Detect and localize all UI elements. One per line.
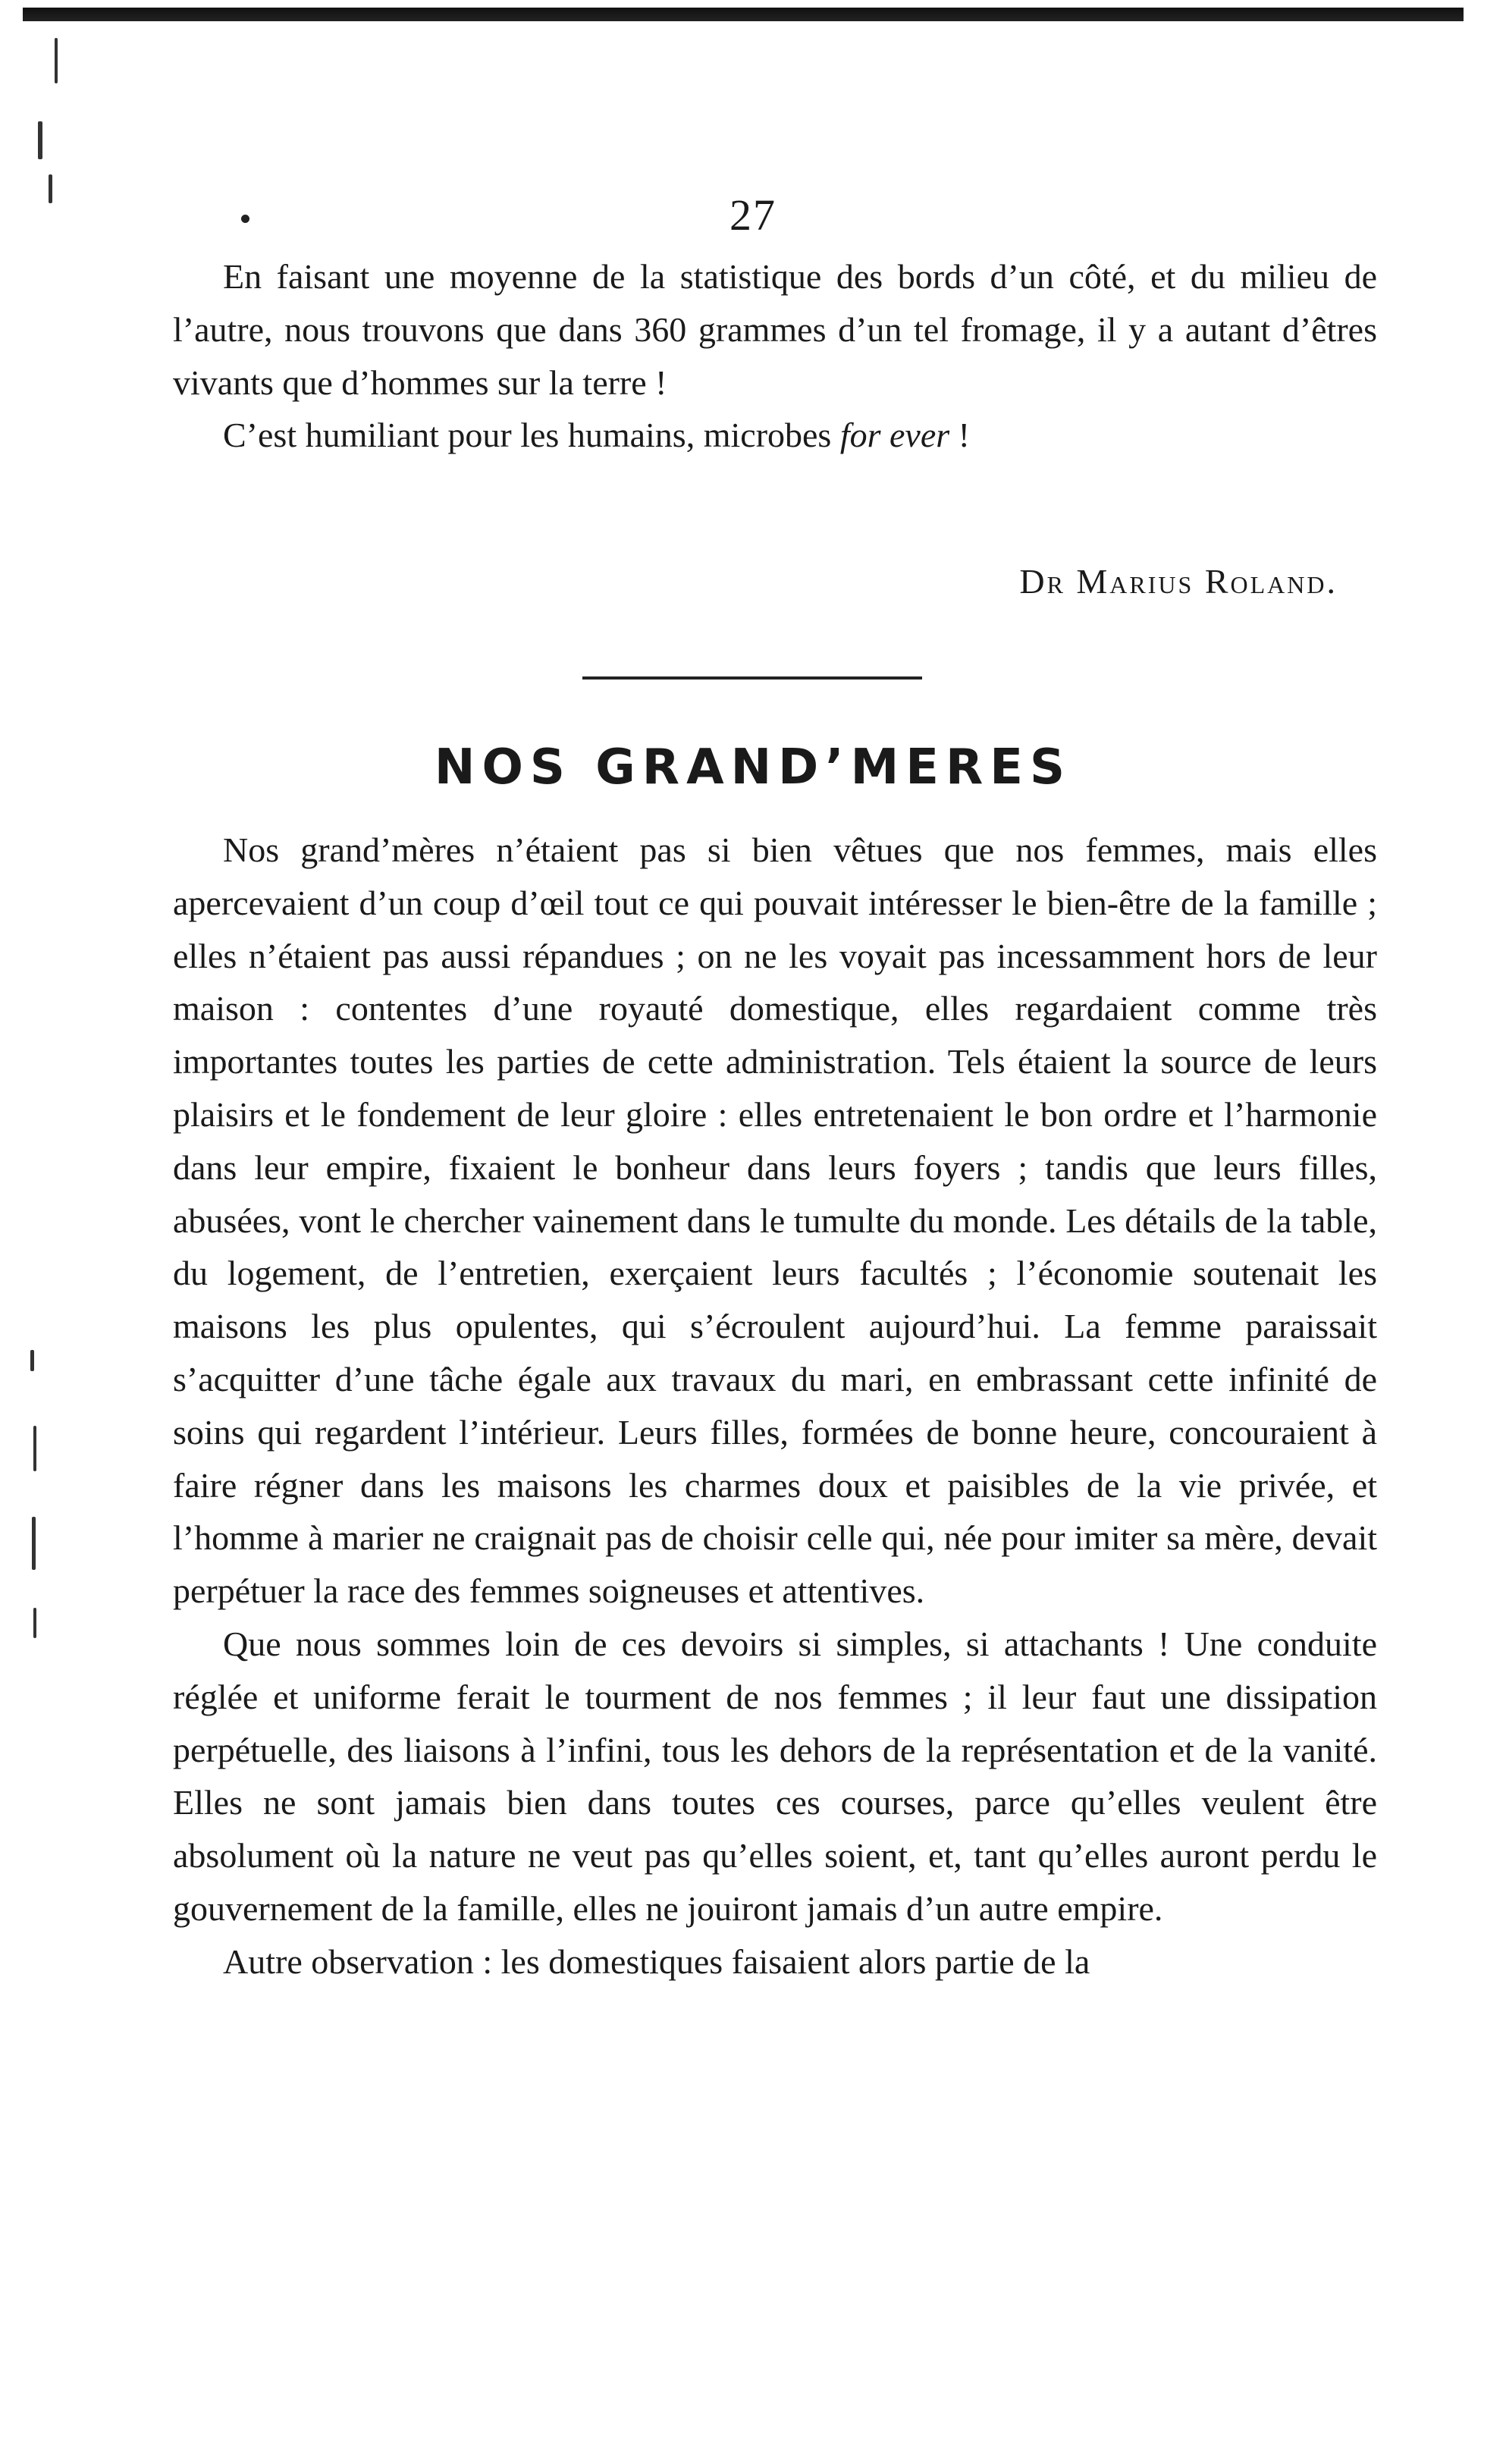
body-paragraph-1: Nos grand’mères n’étaient pas si bien vêtues que nos femmes, mais elles apercevaient d’un coup d’œil tout ce qui pouvait intéresser le bien-être de la famille ; elles n’étaient pas aussi répandues ; on ne les voyait pas incessamment hors de leur maison : contentes d’une royauté domestique, elles regardaient comme très importantes toutes les parties de cette administration. Tels étaient la source de leurs plaisirs et le fondement de leur gloire : elles entretenaient le bon ordre et l’harmonie dans leur empire, fixaient le bonheur dans leurs foyers ; tandis que leurs filles, abusées, vont le chercher vainement dans le tumulte du monde. Les détails de la table, du logement, de l’entretien, exerçaient leurs facultés ; l’économie soutenait les maisons les plus opulentes, qui s’écroulent aujourd’hui. La femme paraissait s’acquitter d’une tâche égale aux travaux du mari, en embrassant cette infinité de soins qui regardent l’intérieur. Leurs filles, formées de bonne heure, concouraient à faire régner dans les maisons les charmes doux et paisibles de la vie privée, et l’homme à marier ne craignait pas de choisir celle qui, née pour imiter sa mère, devait perpétuer la race des femmes soigneuses et attentives.: [173, 830, 1377, 1611]
closing-prefix: C’est humiliant pour les humains, microbes: [223, 416, 840, 455]
page-number: 27: [729, 190, 777, 240]
section-title: NOS GRAND’MERES: [434, 739, 1072, 796]
closing-italic: for ever: [839, 416, 950, 455]
bullet-mark: [241, 215, 249, 223]
section-divider: [582, 676, 922, 680]
intro-paragraph: En faisant une moyenne de la statistique des bords d’un côté, et du milieu de l’autre, nous trouvons que dans 360 grammes d’un tel fromage, il y a autant d’êtres vivants que d’hommes sur la terre !: [173, 257, 1377, 402]
body-paragraph-2: Que nous sommes loin de ces devoirs si simples, si attachants ! Une conduite réglée et uniforme ferait le tourment de nos femmes ; il leur faut une dissipation perpétuelle, des liaisons à l’infini, tous les dehors de la représentation et de la vanité. Elles ne sont jamais bien dans toutes ces courses, parce qu’elles veulent être absolument où la nature ne veut pas qu’elles soient, et, tant qu’elles auront perdu le gouvernement de la famille, elles ne jouiront jamais d’un autre empire.: [173, 1624, 1377, 1928]
author-signature: Dr Marius Roland.: [1019, 562, 1338, 601]
closing-suffix: !: [949, 416, 970, 455]
body-paragraph-3: Autre observation : les domestiques faisaient alors partie de la: [223, 1941, 1090, 1981]
section-body: [173, 824, 1377, 1988]
intro-text-block: [173, 250, 1377, 462]
scan-border-bar: [23, 8, 1464, 21]
scan-edge-marks: [15, 30, 83, 1775]
intro-closing-line: [173, 409, 1377, 462]
